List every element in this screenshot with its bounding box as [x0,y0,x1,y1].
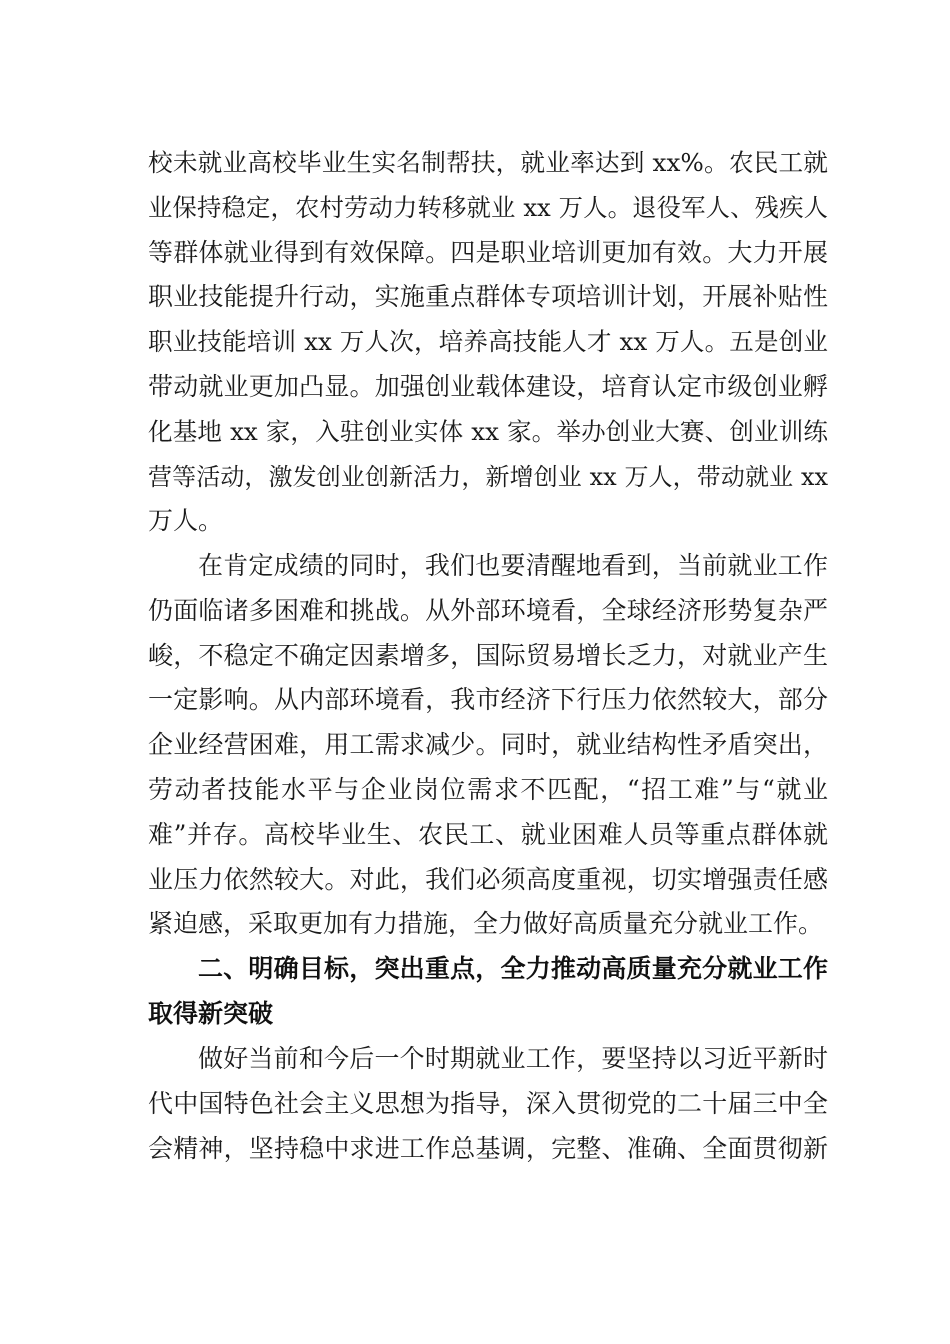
heading-line: 取得新突破 [148,998,274,1028]
heading-line: 二、明确目标，突出重点，全力推动高质量充分就业工作 [198,954,828,983]
paragraph-line: 营等活动，激发创业创新活力，新增创业 xx 万人，带动就业 xx [148,462,828,491]
paragraph-line: 一定影响。从内部环境看，我市经济下行压力依然较大，部分 [148,685,828,715]
paragraph-line: 企业经营困难，用工需求减少。同时，就业结构性矛盾突出， [148,730,828,760]
paragraph-line: 带动就业更加凸显。加强创业载体建设，培育认定市级创业孵 [148,371,828,401]
paragraph-line: 在肯定成绩的同时，我们也要清醒地看到，当前就业工作 [198,551,828,580]
paragraph-line: 职业技能培训 xx 万人次，培养高技能人才 xx 万人。五是创业 [148,327,828,357]
paragraph-line: 做好当前和今后一个时期就业工作，要坚持以习近平新时 [198,1044,828,1073]
paragraph-line: 化基地 xx 家，入驻创业实体 xx 家。举办创业大赛、创业训练 [148,416,828,446]
paragraph-line: 代中国特色社会主义思想为指导，深入贯彻党的二十届三中全 [148,1088,828,1118]
paragraph-challenges [148,544,828,947]
paragraph-line: 紧迫感，采取更加有力措施，全力做好高质量充分就业工作。 [148,909,824,939]
paragraph-line: 职业技能提升行动，实施重点群体专项培训计划，开展补贴性 [148,282,828,312]
paragraph-line: 业保持稳定，农村劳动力转移就业 xx 万人。退役军人、残疾人 [148,192,828,222]
section-heading [148,947,828,1037]
paragraph-line: 仍面临诸多困难和挑战。从外部环境看，全球经济形势复杂严 [148,595,828,625]
paragraph-line: 峻，不稳定不确定因素增多，国际贸易增长乏力，对就业产生 [148,640,828,670]
paragraph-line: 业压力依然较大。对此，我们必须高度重视，切实增强责任感 [148,864,828,894]
paragraph-line: 校未就业高校毕业生实名制帮扶，就业率达到 xx%。农民工就 [148,148,828,177]
paragraph-line: 等群体就业得到有效保障。四是职业培训更加有效。大力开展 [148,237,828,267]
paragraph-line: 劳动者技能水平与企业岗位需求不匹配，“招工难”与“就业 [148,774,828,804]
paragraph-line: 万人。 [148,506,224,536]
paragraph-guiding-principles [148,1037,828,1171]
paragraph-employment-results [148,141,828,544]
paragraph-line: 会精神，坚持稳中求进工作总基调，完整、准确、全面贯彻新 [148,1133,828,1163]
paragraph-line: 难”并存。高校毕业生、农民工、就业困难人员等重点群体就 [148,819,828,849]
